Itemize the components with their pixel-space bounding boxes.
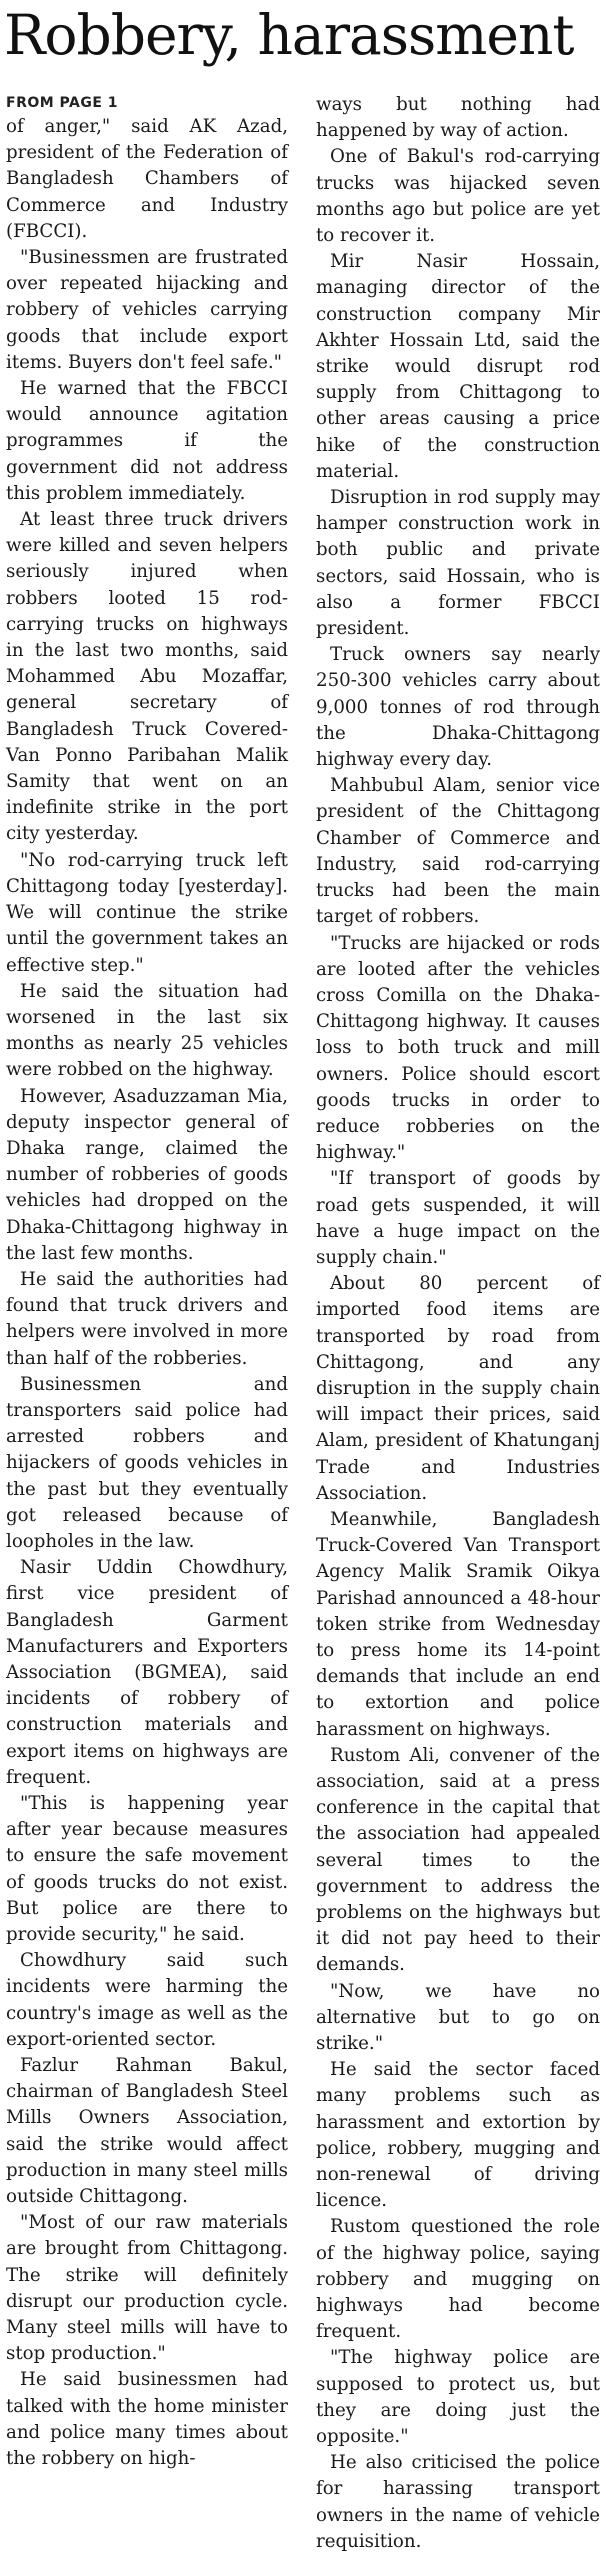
paragraph: At least three truck drivers were killed and seven helpers seriously injured when robbers looted 15 rod-carrying trucks on highways in the last two months, said Mohammed Abu Mozaffar, general secretary of Bangladesh Truck Covered-Van Ponno Paribahan Malik Samity that went on an indefinite strike in the port city yesterday.	[6, 509, 288, 845]
paragraph: He warned that the FBCCI would announce agitation programmes if the government did not address this problem immediately.	[6, 378, 288, 504]
paragraph: He said the sector faced many problems such as harassment and extortion by police, robbery, mugging and non-renewal of driving licence.	[316, 2059, 600, 2212]
paragraph: Rustom Ali, convener of the association, said at a press conference in the capital that the association had appealed several times to the government to address the problems on the highways but it did not pay heed to their demands.	[316, 1744, 600, 1976]
paragraph: He said the situation had worsened in the last six months as nearly 25 vehicles were robbed on the highway.	[6, 980, 288, 1081]
paragraph: Meanwhile, Bangladesh Truck-Covered Van Transport Agency Malik Sramik Oikya Parishad announced a 48-hour token strike from Wednesday to press home its 14-point demands that include an end to extortion and police harassment on highways.	[316, 1508, 600, 1740]
paragraph: About 80 percent of imported food items are transported by road from Chittagong, and any disruption in the supply chain will impact their prices, said Alam, president of Khatunganj Trade and Industries Association.	[316, 1273, 600, 1504]
paragraph: One of Bakul's rod-carrying trucks was hijacked seven months ago but police are yet to recover it.	[316, 146, 600, 247]
paragraph: Fazlur Rahman Bakul, chairman of Bangladesh Steel Mills Owners Association, said the strike would affect production in many steel mills outside Chittagong.	[6, 2055, 288, 2208]
paragraph: of anger," said AK Azad, president of the Federation of Bangladesh Chambers of Commerce and Industry (FBCCI).	[6, 116, 288, 242]
article-headline: Robbery, harassment	[4, 3, 574, 67]
paragraph: Businessmen and transporters said police had arrested robbers and hijackers of goods vehicles in the past but they eventually got released because of loopholes in the law.	[6, 1373, 288, 1552]
paragraph: "Now, we have no alternative but to go on strike."	[316, 1980, 600, 2055]
paragraph: ways but nothing had happened by way of action.	[316, 94, 600, 142]
paragraph: "If transport of goods by road gets suspended, it will have a huge impact on the supply chain."	[316, 1168, 600, 1268]
paragraph: He said the authorities had found that truck drivers and helpers were involved in more than half of the robberies.	[6, 1268, 288, 1369]
paragraph: He said businessmen had talked with the home minister and police many times about the robbery on high-	[6, 2369, 288, 2470]
paragraph: "Businessmen are frustrated over repeated hijacking and robbery of vehicles carrying goods that include export items. Buyers don't feel safe."	[6, 247, 288, 373]
paragraph: Chowdhury said such incidents were harming the country's image as well as the export-oriented sector.	[6, 1950, 288, 2050]
paragraph: However, Asaduzzaman Mia, deputy inspector general of Dhaka range, claimed the number of robberies of goods vehicles had dropped on the Dhaka-Chittagong highway in the last few months.	[6, 1085, 288, 1264]
paragraph: Nasir Uddin Chowdhury, first vice president of Bangladesh Garment Manufacturers and Exporters Association (BGMEA), said incidents of robbery of construction materials and export items on highways are frequent.	[6, 1557, 288, 1788]
article-column-left	[6, 92, 288, 2512]
paragraph: Disruption in rod supply may hamper construction work in both public and private sectors, said Hossain, who is also a former FBCCI president.	[316, 487, 600, 640]
paragraph: Mir Nasir Hossain, managing director of the construction company Mir Akhter Hossain Ltd, said the strike would disrupt rod supply from Chittagong to other areas causing a price hike of the construction material.	[316, 251, 600, 482]
paragraph: Truck owners say nearly 250-300 vehicles carry about 9,000 tonnes of rod through the Dhaka-Chittagong highway every day.	[316, 644, 600, 771]
dateline: FROM PAGE 1	[6, 95, 119, 111]
paragraph: "The highway police are supposed to protect us, but they are doing just the opposite."	[316, 2347, 600, 2448]
paragraph: "No rod-carrying truck left Chittagong today [yesterday]. We will continue the strike until the government takes an effective step."	[6, 849, 288, 976]
article-column-right	[316, 92, 600, 2552]
paragraph: Mahbubul Alam, senior vice president of the Chittagong Chamber of Commerce and Industry, said rod-carrying trucks had been the main target of robbers.	[316, 775, 600, 928]
paragraph: "Trucks are hijacked or rods are looted after the vehicles cross Comilla on the Dhaka-Chittagong highway. It causes loss to both truck and mill owners. Police should escort goods trucks in order to reduce robberies on the highway."	[316, 932, 600, 1164]
paragraph: Rustom questioned the role of the highway police, saying robbery and mugging on highways had become frequent.	[316, 2216, 600, 2343]
paragraph: He also criticised the police for harassing transport owners in the name of vehicle requisition.	[316, 2452, 600, 2552]
paragraph: "Most of our raw materials are brought from Chittagong. The strike will definitely disrupt our production cycle. Many steel mills will have to stop production."	[6, 2212, 288, 2365]
paragraph: "This is happening year after year because measures to ensure the safe movement of goods trucks do not exist. But police are there to provide security," he said.	[6, 1793, 288, 1946]
